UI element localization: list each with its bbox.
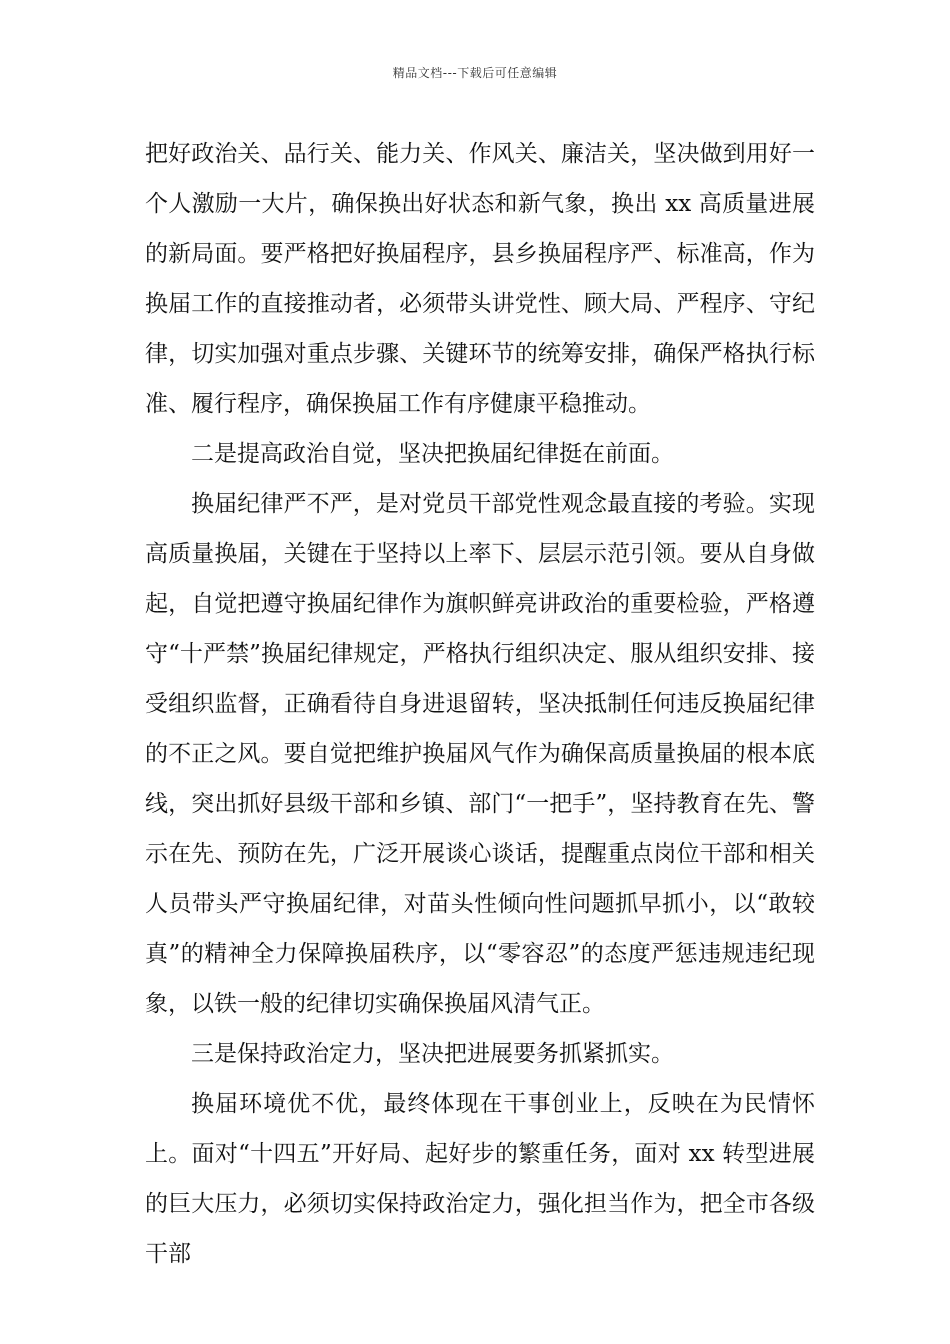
paragraph-heading-2: 二是提高政治自觉，坚决把换届纪律挺在前面。 [191,441,674,467]
page-header: 精品文档---下载后可任意编辑 [392,66,558,80]
paragraph-heading-3: 三是保持政治定力，坚决把进展要务抓紧抓实。 [191,1041,674,1067]
paragraph-3: 换届纪律严不严，是对党员干部党性观念最直接的考验。实现高质量换届，关键在于坚持以上率下、层层示范引领。要从自身做起，自觉把遵守换届纪律作为旗帜鲜亮讲政治的重要检验，严格遵守“十严禁”换届纪律规定，严格执行组织决定、服从组织安排、接受组织监督，正确看待自身进退留转，坚决抵制任何违反换届纪律的不正之风。要自觉把维护换届风气作为确保高质量换届的根本底线，突出抓好县级干部和乡镇、部门“一把手”，坚持教育在先、警示在先、预防在先，广泛开展谈心谈话，提醒重点岗位干部和相关人员带头严守换届纪律，对苗头性倾向性问题抓早抓小，以“敢较真”的精神全力保障换届秩序，以“零容忍”的态度严惩违规违纪现象，以铁一般的纪律切实确保换届风清气正。 [145,491,815,1017]
paragraph-5: 换届环境优不优，最终体现在干事创业上，反映在为民情怀上。面对“十四五”开好局、起好步的繁重任务，面对 xx 转型进展的巨大压力，必须切实保持政治定力，强化担当作为，把全市各级干部 [145,1091,815,1267]
paragraph-1: 把好政治关、品行关、能力关、作风关、廉洁关，坚决做到用好一个人激励一大片，确保换出好状态和新气象，换出 xx 高质量进展的新局面。要严格把好换届程序，县乡换届程序严、标准高，作为换届工作的直接推动者，必须带头讲党性、顾大局、严程序、守纪律，切实加强对重点步骤、关键环节的统筹安排，确保严格执行标准、履行程序，确保换届工作有序健康平稳推动。 [145,141,815,417]
document-body [145,129,815,1279]
